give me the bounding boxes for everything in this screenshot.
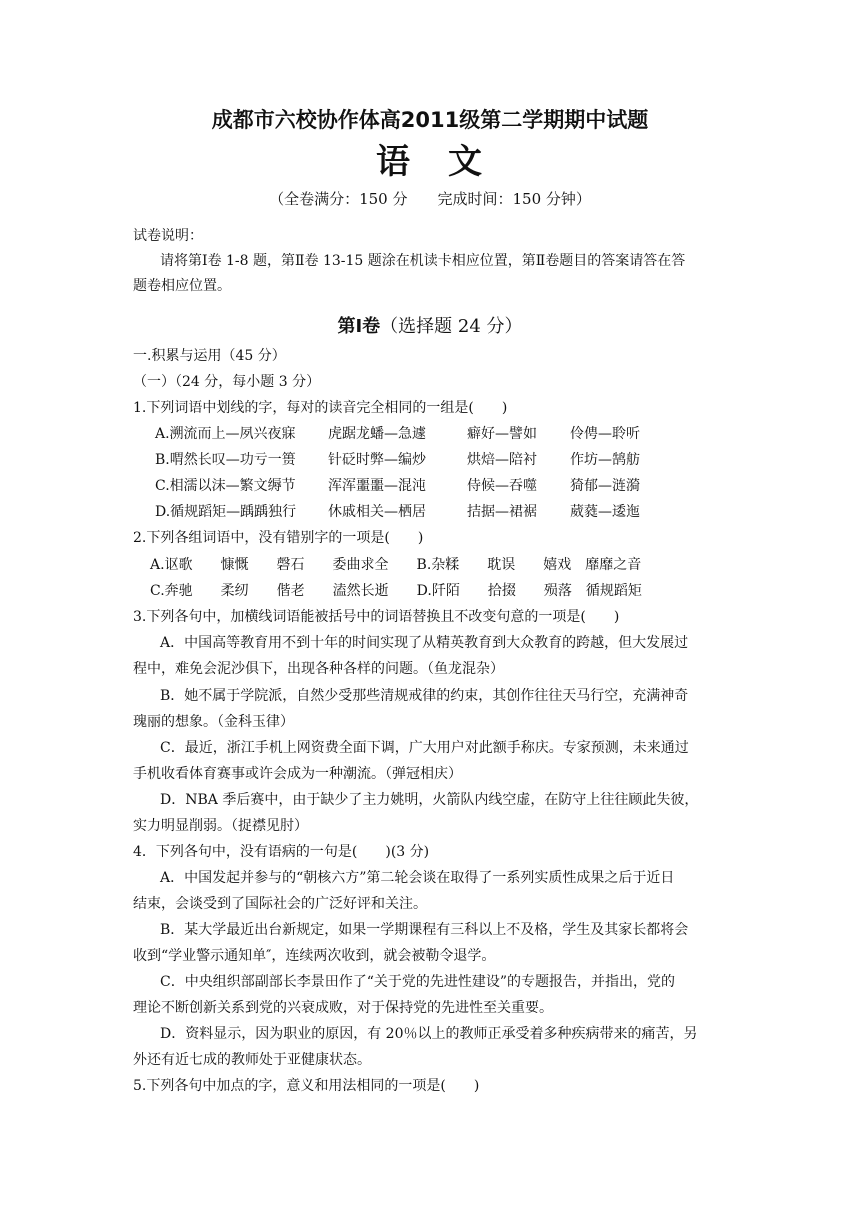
option-cell: 浑浑噩噩—混沌 [328, 478, 426, 494]
question-2-option-row: A.讴歌 慷慨 磬石 委曲求全 B.杂糅 耽误 嬉戏 靡靡之音 [150, 557, 642, 573]
question-4-option-d: D．资料显示，因为职业的原因，有 20％以上的教师正承受着多种疾病带来的痛苦，另 [160, 1026, 698, 1042]
section-title-rest: （选择题 24 分） [380, 316, 523, 337]
question-3-option-c: C．最近，浙江手机上网资费全面下调，广大用户对此额手称庆。专家预测，未来通过 [160, 740, 689, 756]
score-info: （全卷满分：150 分 完成时间：150 分钟） [269, 190, 591, 208]
question-4-stem: 4．下列各句中，没有语病的一句是( )(3 分) [133, 844, 430, 860]
option-cell: B.喟然长叹—功亏一篑 [155, 452, 296, 468]
option-cell: D.循规蹈矩—踽踽独行 [155, 504, 297, 520]
part-heading: 一.积累与运用（45 分） [133, 348, 286, 364]
section-title-bold: 第Ⅰ卷 [337, 316, 381, 337]
option-cell: 猗郁—涟漪 [570, 478, 640, 494]
option-cell: 虎踞龙蟠—急遽 [328, 426, 426, 442]
option-cell: 烘焙—陪衬 [467, 452, 537, 468]
option-cell: 伶俜—聆听 [570, 426, 640, 442]
question-3-option-b: B．她不属于学院派，自然少受那些清规戒律的约束，其创作往往天马行空，充满神奇 [160, 688, 689, 704]
option-cell: 休戚相关—栖居 [328, 504, 426, 520]
option-cell: C.相濡以沫—繁文缛节 [155, 478, 296, 494]
option-cell: 拮据—裙裾 [467, 504, 537, 520]
question-4-option-c: C．中央组织部副部长李景田作了“关于党的先进性建设”的专题报告，并指出，党的 [160, 974, 676, 990]
section-title [0, 312, 860, 338]
exam-title: 成都市六校协作体高2011级第二学期期中试题 [211, 108, 649, 132]
question-3-option-d: D．NBA 季后赛中，由于缺少了主力姚明，火箭队内线空虚，在防守上往往顾此失彼， [160, 792, 699, 808]
question-4-option-a-cont: 结束，会谈受到了国际社会的广泛好评和关注。 [133, 896, 427, 912]
instructions-label: 试卷说明： [133, 228, 203, 244]
question-2-stem: 2.下列各组词语中，没有错别字的一项是( ) [133, 530, 424, 546]
instructions-line: 题卷相应位置。 [133, 278, 231, 294]
question-4-option-d-cont: 外还有近七成的教师处于亚健康状态。 [133, 1052, 371, 1068]
option-cell: 癖好—譬如 [467, 426, 537, 442]
question-2-option-row: C.奔驰 柔纫 偕老 溘然长逝 D.阡陌 拾掇 殒落 循规蹈矩 [150, 583, 642, 599]
question-4-option-a: A．中国发起并参与的“朝核六方”第二轮会谈在取得了一系列实质性成果之后于近日 [160, 870, 675, 886]
question-1-stem: 1.下列词语中划线的字，每对的读音完全相同的一组是( ) [133, 400, 508, 416]
question-4-option-c-cont: 理论不断创新关系到党的兴衰成败，对于保持党的先进性至关重要。 [133, 1000, 553, 1016]
option-cell: 葳蕤—逶迤 [570, 504, 640, 520]
option-cell: 侍候—吞噬 [467, 478, 537, 494]
option-cell: 针砭时弊—编炒 [328, 452, 426, 468]
question-3-option-c-cont: 手机收看体育赛事或许会成为一种潮流。（弹冠相庆） [133, 766, 462, 782]
question-3-option-a-cont: 程中，难免会泥沙俱下，出现各种各样的问题。（鱼龙混杂） [133, 661, 504, 677]
part-subheading: （一）（24 分，每小题 3 分） [133, 374, 321, 390]
question-3-option-a: A．中国高等教育用不到十年的时间实现了从精英教育到大众教育的跨越，但大发展过 [160, 635, 689, 651]
option-cell: A.溯流而上—夙兴夜寐 [155, 426, 296, 442]
question-5-stem: 5.下列各句中加点的字，意义和用法相同的一项是( ) [133, 1078, 480, 1094]
instructions-line: 请将第Ⅰ卷 1-8 题，第Ⅱ卷 13-15 题涂在机读卡相应位置，第Ⅱ卷题目的答案请答在答 [160, 253, 686, 269]
question-4-option-b: B．某大学最近出台新规定，如果一学期课程有三科以上不及格，学生及其家长都将会 [160, 922, 689, 938]
question-3-option-d-cont: 实力明显削弱。（捉襟见肘） [133, 818, 308, 834]
option-cell: 作坊—鹄舫 [570, 452, 640, 468]
question-4-option-b-cont: 收到“学业警示通知单″，连续两次收到，就会被勒令退学。 [133, 948, 496, 964]
question-3-option-b-cont: 瑰丽的想象。（金科玉律） [133, 714, 294, 730]
subject-title: 语 文 [376, 142, 484, 182]
question-3-stem: 3.下列各句中，加横线词语能被括号中的词语替换且不改变句意的一项是( ) [133, 609, 620, 625]
